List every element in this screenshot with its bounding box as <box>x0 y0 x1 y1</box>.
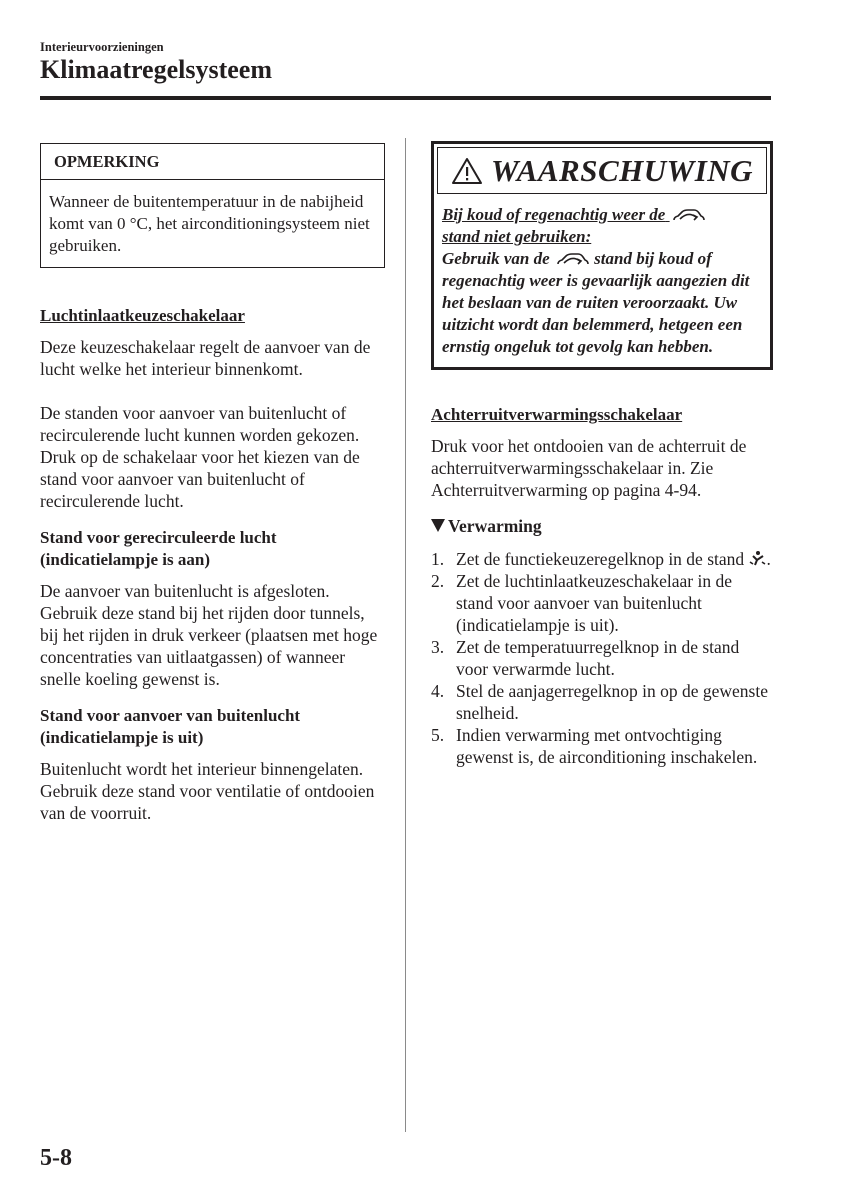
warning-subheading <box>442 204 760 248</box>
list-item <box>431 636 773 680</box>
page-number: 5-8 <box>40 1145 72 1171</box>
note-text: Wanneer de buitentemperatuur in de nabijheid komt van 0 °C, het airconditioningsysteem niet gebruiken. <box>49 192 370 255</box>
heating-steps <box>431 548 773 768</box>
list-item <box>431 724 773 768</box>
step-number: 3. <box>431 637 445 657</box>
heating-heading <box>431 515 773 537</box>
left-column <box>40 143 385 846</box>
step-number: 4. <box>431 681 445 701</box>
intake-paragraph-1: Deze keuzeschakelaar regelt de aanvoer van de lucht welke het interieur binnenkomt. <box>40 337 371 379</box>
list-item <box>431 680 773 724</box>
floor-heat-mode-icon <box>749 550 767 566</box>
triangle-down-icon <box>431 519 445 532</box>
list-item <box>431 548 773 570</box>
header-rule <box>40 96 771 100</box>
step-text: Zet de temperatuurregelknop in de stand voor verwarmde lucht. <box>456 637 740 679</box>
rear-defroster-text: Druk voor het ontdooien van de achterruit de achterruitverwarmingsschakelaar in. Zie Achterruitverwarming op pagina 4-94. <box>431 436 747 500</box>
outside-air-heading: Stand voor aanvoer van buitenlucht (indicatielampje is uit) <box>40 706 301 747</box>
intake-heading: Luchtinlaatkeuzeschakelaar <box>40 306 245 325</box>
recirculation-car-icon <box>554 251 590 269</box>
step-number: 2. <box>431 571 445 591</box>
recirculation-text: De aanvoer van buitenlucht is afgesloten. Gebruik deze stand bij het rijden door tunnels, bij het rijden in druk verkeer (plaatsen met hoge concentraties van uitlaatgassen) of wanneer snelle koeling gewenst is. <box>40 581 378 689</box>
warning-body-b: stand bij koud of regenachtig weer is gevaarlijk aangezien dit het beslaan van de ruiten veroorzaakt. Uw uitzicht wordt dan belemmerd, hetgeen een ernstig ongeluk tot gevolg kan hebben. <box>442 249 750 356</box>
warning-sub-b: stand niet gebruiken: <box>442 227 592 246</box>
warning-sub-a: Bij koud of regenachtig weer de <box>442 205 666 224</box>
step-number: 5. <box>431 725 445 745</box>
step-text: Indien verwarming met ontvochtiging gewenst is, de airconditioning inschakelen. <box>456 725 758 767</box>
warning-body-a: Gebruik van de <box>442 249 550 268</box>
note-box <box>40 143 385 268</box>
section-label: Interieurvoorzieningen <box>40 40 164 54</box>
outside-air-text: Buitenlucht wordt het interieur binnengelaten. Gebruik deze stand voor ventilatie of ontdooien van de voorruit. <box>40 759 375 823</box>
intake-paragraph-2: De standen voor aanvoer van buitenlucht of recirculerende lucht kunnen worden gekozen. Druk op de schakelaar voor het kiezen van de stand voor aanvoer van buitenlucht of recirculerende lucht. <box>40 403 360 511</box>
step-text: Stel de aanjagerregelknop in op de gewenste snelheid. <box>456 681 768 723</box>
step-number: 1. <box>431 549 445 569</box>
warning-box <box>431 141 773 370</box>
warning-header <box>437 147 767 194</box>
recirculation-car-icon <box>670 207 706 225</box>
warning-title: WAARSCHUWING <box>490 152 754 188</box>
recirculation-heading: Stand voor gerecirculeerde lucht (indicatielampje is aan) <box>40 528 277 569</box>
list-item <box>431 570 773 636</box>
warning-triangle-icon <box>451 157 483 185</box>
note-heading: OPMERKING <box>41 144 384 180</box>
step-text: Zet de luchtinlaatkeuzeschakelaar in de stand voor aanvoer van buitenlucht (indicatielampje is uit). <box>456 571 732 635</box>
column-divider <box>405 138 406 1132</box>
step-text-a: Zet de functiekeuzeregelknop in de stand <box>456 549 745 569</box>
step-text-b: . <box>766 549 771 569</box>
heating-heading-text: Verwarming <box>448 516 542 536</box>
rear-defroster-heading: Achterruitverwarmingsschakelaar <box>431 405 683 424</box>
right-column <box>431 141 773 768</box>
page-title: Klimaatregelsysteem <box>40 55 272 84</box>
warning-body <box>434 197 770 367</box>
